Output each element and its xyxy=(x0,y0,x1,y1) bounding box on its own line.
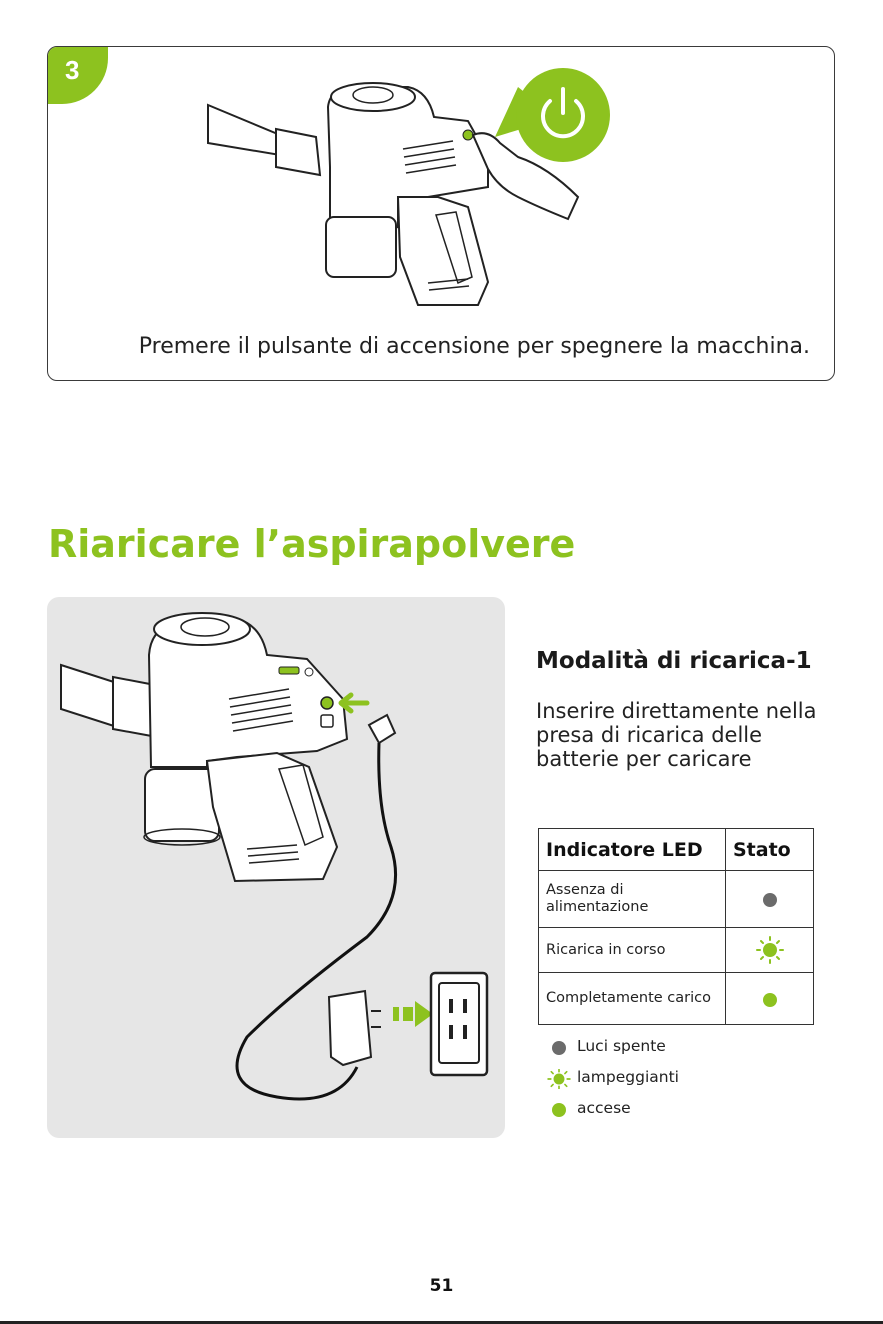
charging-mode-description: Inserire direttamente nella presa di ricarica delle batterie per caricare xyxy=(536,699,817,771)
led-on-icon xyxy=(763,993,777,1007)
legend-item-off xyxy=(546,1036,806,1058)
table-row xyxy=(539,871,814,928)
led-blinking-icon xyxy=(756,936,784,964)
state-cell-blinking xyxy=(726,928,814,973)
charging-mode-title: Modalità di ricarica-1 xyxy=(536,648,812,674)
legend-label-off: Luci spente xyxy=(577,1037,666,1055)
table-header-row xyxy=(539,829,814,871)
charging-illustration-panel xyxy=(47,597,505,1138)
header-status: Stato xyxy=(726,829,814,871)
charging-illustration xyxy=(47,597,505,1138)
state-cell-off xyxy=(726,871,814,928)
table-row xyxy=(539,973,814,1025)
header-led-indicator: Indicatore LED xyxy=(539,829,726,871)
table-row xyxy=(539,928,814,973)
section-title: Riaricare l’aspirapolvere xyxy=(48,522,576,566)
step-number: 3 xyxy=(65,55,80,85)
led-off-icon xyxy=(763,893,777,907)
row-label-charging: Ricarica in corso xyxy=(539,928,726,973)
led-status-table xyxy=(538,828,814,1025)
legend-item-blinking xyxy=(546,1067,806,1089)
legend-label-blinking: lampeggianti xyxy=(577,1068,679,1086)
step-3-panel xyxy=(47,46,835,381)
state-cell-on xyxy=(726,973,814,1025)
page-number: 51 xyxy=(429,1276,454,1296)
row-label-no-power: Assenza di alimentazione xyxy=(539,871,726,928)
step-caption: Premere il pulsante di accensione per spegnere la macchina. xyxy=(138,334,810,359)
legend-label-on: accese xyxy=(577,1099,631,1117)
legend-blinking-icon xyxy=(546,1069,572,1089)
row-label-fully-charged: Completamente carico xyxy=(539,973,726,1025)
power-off-illustration xyxy=(48,47,835,347)
legend-on-icon xyxy=(546,1100,572,1120)
legend-off-icon xyxy=(546,1038,572,1058)
legend-item-on xyxy=(546,1098,806,1120)
